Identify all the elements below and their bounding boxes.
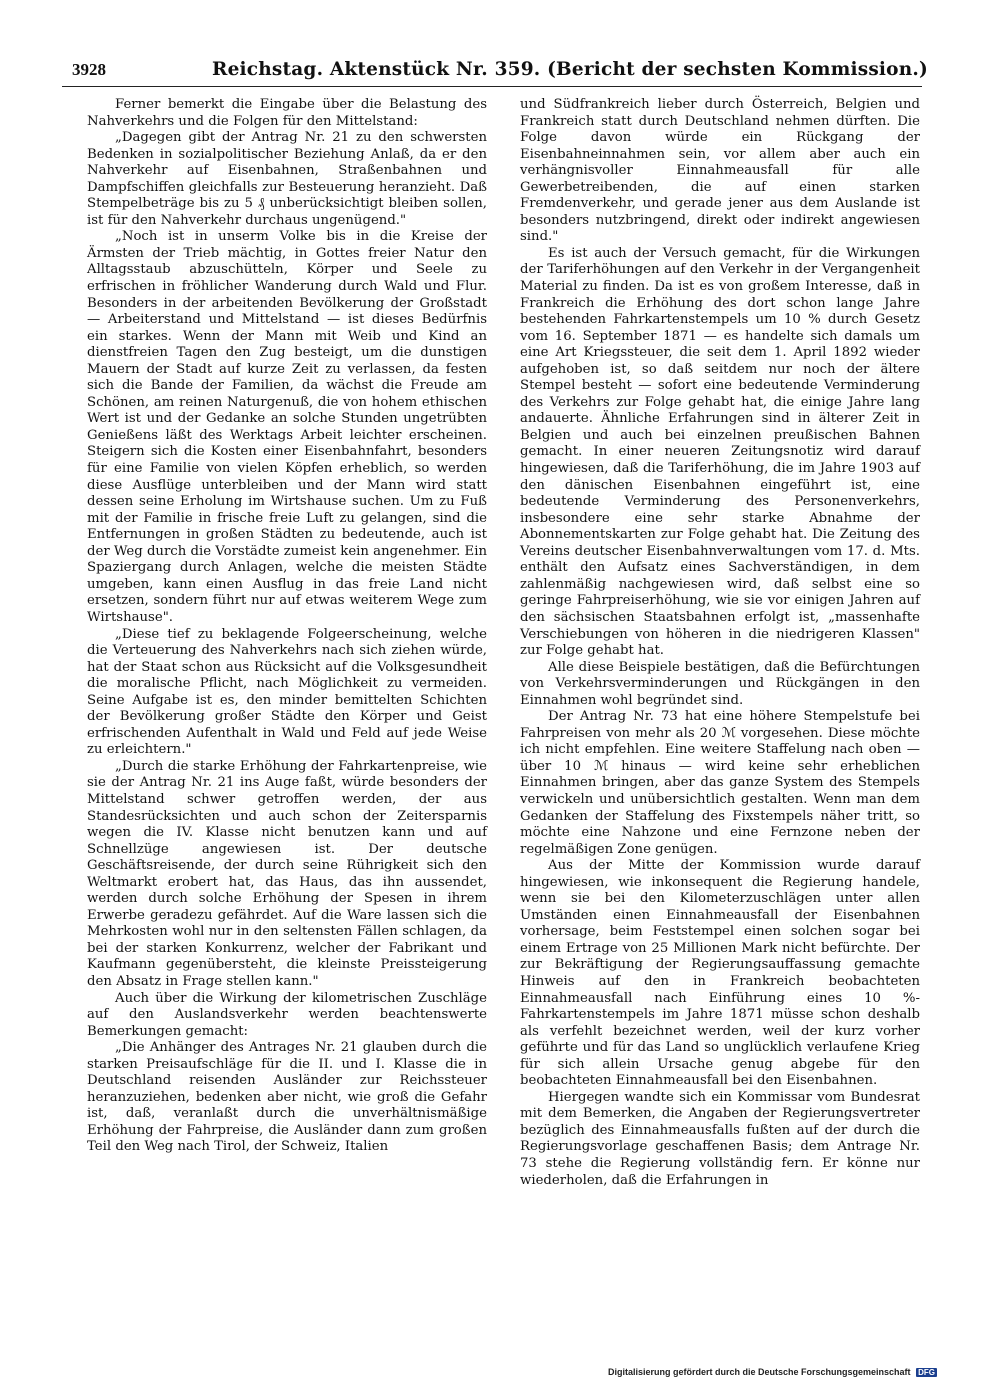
paragraph: „Dagegen gibt der Antrag Nr. 21 zu den schwersten Bedenken in sozialpolitischer Beziehung Anlaß, da er den Nahverkehr auf Eisenbahnen, Straßenbahnen und Dampfschiffen gleichfalls zur Besteuerung heranzieht. Daß Stempelbeträge bis zu 5 ₰ unberücksichtigt bleiben sollen, ist für den Nahverkehr durchaus ungenügend." [87,130,487,228]
right-column [520,97,920,1189]
paragraph: Der Antrag Nr. 73 hat eine höhere Stempelstufe bei Fahrpreisen von mehr als 20 ℳ vorgesehen. Diese möchte ich nicht empfehlen. Eine weitere Staffelung nach oben — über 10 ℳ hinaus — wird keine sehr erheblichen Einnahmen bringen, aber das ganze System des Stempels verwickeln und unübersichtlich gestalten. Wenn man dem Gedanken der Staffelung des Fixstempels näher tritt, so möchte eine Nahzone und eine Fernzone neben der regelmäßigen Zone genügen. [520,709,920,857]
paragraph: Ferner bemerkt die Eingabe über die Belastung des Nahverkehrs und die Folgen für den Mittelstand: [87,97,487,129]
paragraph-continued: und Südfrankreich lieber durch Österreich, Belgien und Frankreich statt durch Deutschland nehmen dürften. Die Folge davon würde ein Rückgang der Eisenbahneinnahmen sein, vor allem aber auch ein verhängnisvoller Einnahmeausfall für alle Gewerbetreibenden, die auf einen starken Fremdenverkehr, und gerade jener aus dem Auslande ist besonders nutzbringend, direkt oder indirekt angewiesen sind." [520,97,920,245]
paragraph: „Diese tief zu beklagende Folgeerscheinung, welche die Verteuerung des Nahverkehrs nach sich ziehen würde, hat der Staat schon aus Rücksicht auf die Volksgesundheit die moralische Pflicht, nach Möglichkeit zu vermeiden. Seine Aufgabe ist es, den minder bemittelten Schichten der Bevölkerung großer Städte den Körper und Geist erfrischenden Aufenthalt in Wald und Feld auf jede Weise zu erleichtern." [87,626,487,758]
paragraph: Alle diese Beispiele bestätigen, daß die Befürchtungen von Verkehrsverminderungen und Rückgängen in den Einnahmen wohl begründet sind. [520,659,920,708]
digitization-credit [608,1367,1000,1383]
paragraph: „Durch die starke Erhöhung der Fahrkartenpreise, wie sie der Antrag Nr. 21 ins Auge faßt, würde besonders der Mittelstand schwer getroffen werden, der aus Standesrücksichten und auch schon der Zeitersparnis wegen die IV. Klasse nicht benutzen kann und auf Schnellzüge angewiesen ist. Der deutsche Geschäftsreisende, der durch seine Rührigkeit sich den Weltmarkt erobert hat, das Haus, das ihn aussendet, werden durch solche Erhöhung der Spesen in ihrem Erwerbe geradezu gefährdet. Auf die Ware lassen sich die Mehrkosten wohl nur in den seltensten Fällen schlagen, da bei der starken Konkurrenz, welcher der Fabrikant und Kaufmann gegenübersteht, die kleinste Preissteigerung den Absatz in Frage stellen kann." [87,758,487,989]
paragraph: „Die Anhänger des Antrages Nr. 21 glauben durch die starken Preisaufschläge für die II. und I. Klasse die in Deutschland reisenden Ausländer zur Reichssteuer heranzuziehen, bedenken aber nicht, wie groß die Gefahr ist, daß, veranlaßt durch die unverhältnismäßige Erhöhung der Fahrpreise, die Ausländer dann zum großen Teil den Weg nach Tirol, der Schweiz, Italien [87,1040,487,1155]
credit-text: Digitalisierung gefördert durch die Deutsche Forschungsgemeinschaft [608,1367,911,1377]
dfg-logo: DFG [918,1368,935,1377]
paragraph: Auch über die Wirkung der kilometrischen Zuschläge auf den Auslandsverkehr werden beachtenswerte Bemerkungen gemacht: [87,990,487,1039]
running-title: Reichstag. Aktenstück Nr. 359. (Bericht der sechsten Kommission.) [212,59,928,80]
page-header [62,58,928,87]
page-number: 3928 [72,60,106,79]
paragraph: Aus der Mitte der Kommission wurde darauf hingewiesen, wie inkonsequent die Regierung handele, wenn sie bei den Kilometerzuschlägen unter allen Umständen einen Einnahmeausfall der Eisenbahnen vorhersage, beim Feststempel einen solchen sogar bei einem Ertrage von 25 Millionen Mark nicht befürchte. Der zur Bekräftigung der Regierungsauffassung gemachte Hinweis auf den in Frankreich beobachteten Einnahmeausfall nach Einführung eines 10 %-Fahrkartenstempels im Jahre 1871 müsse schon deshalb als verfehlt bezeichnet werden, weil der kurz vorher geführte und für das Land so unglücklich verlaufene Krieg für sich allein Ursache genug abgebe für den beobachteten Einnahmeausfall bei den Eisenbahnen. [520,858,920,1089]
left-column [87,97,487,1156]
paragraph: „Noch ist in unserm Volke bis in die Kreise der Ärmsten der Trieb mächtig, in Gottes freier Natur den Alltagsstaub abzuschütteln, Körper und Seele zu erfrischen in fröhlicher Wanderung durch Wald und Flur. Besonders in der arbeitenden Bevölkerung der Großstadt — Arbeiterstand und Mittelstand — ist dieses Bedürfnis ein starkes. Wenn der Mann mit Weib und Kind an dienstfreien Tagen den Zug besteigt, um die dunstigen Mauern der Stadt auf kurze Zeit zu verlassen, da festen sich die Bande der Familien, da wächst die Freude am Schönen, am reinen Naturgenuß, die von hohem ethischen Wert ist und der Gedanke an solche Stunden ungetrübten Genießens läßt des Werktags Arbeit leichter erscheinen. Steigern sich die Kosten einer Eisenbahnfahrt, besonders für eine Familie von vielen Köpfen erheblich, so werden diese Ausflüge unterbleiben und der Mann wird statt dessen seine Erholung im Wirtshause suchen. Um zu Fuß mit der Familie in frische freie Luft zu gelangen, sind die Entfernungen in großen Städten zu bedeutende, auch ist der Weg durch die Vorstädte zumeist kein angenehmer. Ein Spaziergang durch Anlagen, welche die meisten Städte umgeben, kann einen Ausflug in das freie Land nicht ersetzen, sondern führt nur auf etwas weiterem Wege zum Wirtshause". [87,229,487,625]
paragraph: Es ist auch der Versuch gemacht, für die Wirkungen der Tariferhöhungen auf den Verkehr in der Vergangenheit Material zu finden. Da ist es von großem Interesse, daß in Frankreich die Erhöhung des dort schon lange Jahre bestehenden Fahrkartenstempels um 10 % durch Gesetz vom 16. September 1871 — es handelte sich damals um eine Art Kriegssteuer, die seit dem 1. April 1892 wieder aufgehoben ist, so daß seitdem nur noch der ältere Stempel besteht — sofort eine bedeutende Verminderung des Verkehrs zur Folge gehabt hat, die einige Jahre lang andauerte. Ähnliche Erfahrungen sind in älterer Zeit in Belgien und auch bei einzelnen preußischen Bahnen gemacht. In einer neueren Zeitungsnotiz wird darauf hingewiesen, daß die Tariferhöhung, die im Jahre 1903 auf den dänischen Eisenbahnen eingeführt ist, eine bedeutende Verminderung des Personenverkehrs, insbesondere eine sehr starke Abnahme der Abonnementskarten zur Folge gehabt hat. Die Zeitung des Vereins deutscher Eisenbahnverwaltungen vom 17. d. Mts. enthält den Aufsatz eines Sachverständigen, in dem zahlenmäßig nachgewiesen wird, daß selbst eine so geringe Fahrpreiserhöhung, wie sie vor einigen Jahren auf den sächsischen Staatsbahnen erfolgt ist, „massenhafte Verschiebungen von höheren in die niedrigeren Klassen" zur Folge gehabt hat. [520,245,920,659]
paragraph: Hiergegen wandte sich ein Kommissar vom Bundesrat mit dem Bemerken, die Angaben der Regierungsvertreter bezüglich des Einnahmeausfalls fußten auf der durch die Regierungsvorlage geschaffenen Basis; dem Antrage Nr. 73 stehe die Regierung vollständig fern. Er könne nur wiederholen, daß die Erfahrungen in [520,1089,920,1188]
